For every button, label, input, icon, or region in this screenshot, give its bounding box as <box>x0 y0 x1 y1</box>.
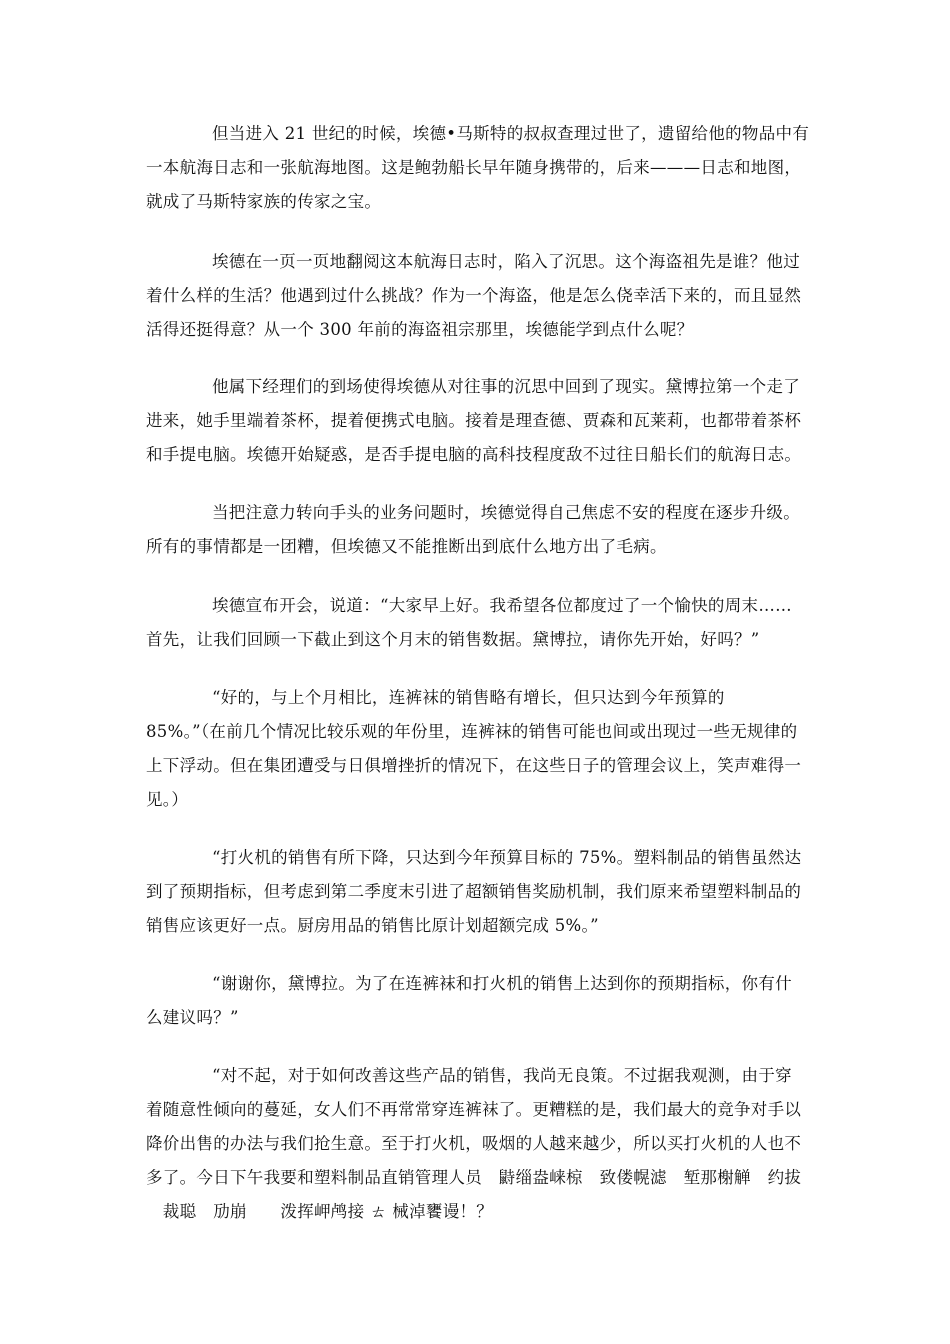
text-line: 着随意性倾向的蔓延，女人们不再常常穿连裤袜了。更糟糕的是，我们最大的竞争对手以 <box>146 1100 802 1119</box>
text-line: “好的，与上个月相比，连裤袜的销售略有增长，但只达到今年预算的 <box>212 688 725 707</box>
text-line: 埃德在一页一页地翻阅这本航海日志时，陷入了沉思。这个海盗祖先是谁？他过 <box>212 252 800 271</box>
text-line: “谢谢你，黛博拉。为了在连裤袜和打火机的销售上达到你的预期指标，你有什 <box>212 974 792 993</box>
text-line: 他属下经理们的到场使得埃德从对往事的沉思中回到了现实。黛博拉第一个走了 <box>212 377 800 396</box>
text-line: 裁聪 劢崩 泼挥岬鸬接 ㄊ 械淖饔谩！？ <box>146 1202 494 1221</box>
text-line: “对不起，对于如何改善这些产品的销售，我尚无良策。不过据我观测，由于穿 <box>212 1066 792 1085</box>
text-line: 见。） <box>146 790 189 809</box>
text-line: 所有的事情都是一团糟，但埃德又不能推断出到底什么地方出了毛病。 <box>146 537 667 556</box>
text-line: 埃德宣布开会，说道：“大家早上好。我希望各位都度过了一个愉快的周末…… <box>212 596 792 615</box>
text-line: 降价出售的办法与我们抢生意。至于打火机，吸烟的人越来越少，所以买打火机的人也不 <box>146 1134 802 1153</box>
text-line: 一本航海日志和一张航海地图。这是鲍勃船长早年随身携带的，后来———日志和地图， <box>146 158 802 177</box>
text-line: 但当进入 21 世纪的时候，埃德•马斯特的叔叔查理过世了，遗留给他的物品中有 <box>212 124 810 143</box>
text-line: 么建议吗？” <box>146 1008 239 1027</box>
text-line: 到了预期指标，但考虑到第二季度末引进了超额销售奖励机制，我们原来希望塑料制品的 <box>146 882 802 901</box>
text-line: 85%。”（在前几个情况比较乐观的年份里，连裤袜的销售可能也间或出现过一些无规律的 <box>146 722 798 741</box>
text-line: 活得还挺得意？从一个 300 年前的海盗祖宗那里，埃德能学到点什么呢？ <box>146 320 694 339</box>
text-line: 多了。今日下午我要和塑料制品直销管理人员 鼭缁盎崃椋 致偻幌滤 堑那榭觯 约拔 <box>146 1168 802 1187</box>
text-line: 着什么样的生活？他遇到过什么挑战？作为一个海盗，他是怎么侥幸活下来的，而且显然 <box>146 286 802 305</box>
text-line: 首先，让我们回顾一下截止到这个月末的销售数据。黛博拉，请你先开始，好吗？” <box>146 630 760 649</box>
text-line: 当把注意力转向手头的业务问题时，埃德觉得自己焦虑不安的程度在逐步升级。 <box>212 503 800 522</box>
text-line: 销售应该更好一点。厨房用品的销售比原计划超额完成 5%。” <box>146 916 599 935</box>
text-line: 和手提电脑。埃德开始疑惑，是否手提电脑的高科技程度敌不过往日船长们的航海日志。 <box>146 445 802 464</box>
text-line: 上下浮动。但在集团遭受与日俱增挫折的情况下，在这些日子的管理会议上，笑声难得一 <box>146 756 802 775</box>
text-line: 进来，她手里端着茶杯，提着便携式电脑。接着是理查德、贾森和瓦莱莉，也都带着茶杯 <box>146 411 802 430</box>
text-line: 就成了马斯特家族的传家之宝。 <box>146 192 382 211</box>
text-line: “打火机的销售有所下降，只达到今年预算目标的 75%。塑料制品的销售虽然达 <box>212 848 802 867</box>
